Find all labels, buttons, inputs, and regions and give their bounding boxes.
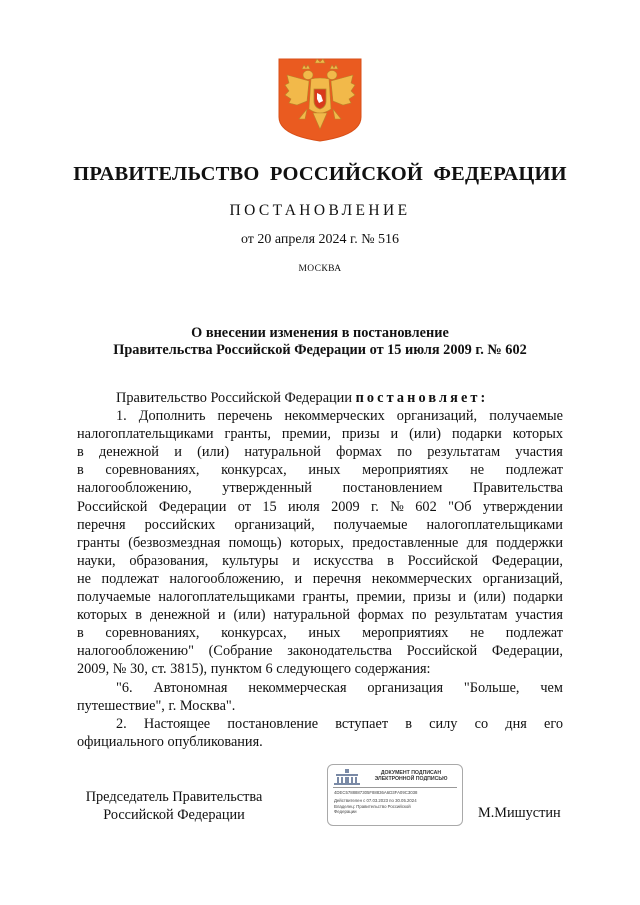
word: гранты (77, 534, 120, 551)
word: в (77, 462, 84, 479)
word: Российской (77, 498, 148, 515)
government-heading: ПРАВИТЕЛЬСТВО РОССИЙСКОЙ ФЕДЕРАЦИИ (73, 163, 567, 185)
word: дня (505, 715, 527, 732)
word: призы (341, 426, 380, 443)
word: подлежат (505, 625, 563, 642)
word: подарки (452, 426, 502, 443)
word: июля (288, 498, 320, 515)
paragraph-line (77, 733, 563, 751)
word: налогообложению, (77, 480, 192, 497)
word: премии, (281, 426, 331, 443)
decree-date-number: от 20 апреля 2024 г. № 516 (240, 232, 400, 247)
word: гранты, (302, 589, 349, 606)
word: премии, (356, 589, 406, 606)
electronic-signature-stamp (327, 764, 463, 826)
word: "6. (116, 679, 133, 696)
word: законодательства (287, 643, 392, 660)
paragraph-line (77, 588, 563, 606)
word: и (458, 589, 467, 606)
word: Российской (406, 643, 478, 660)
word: путешествие", (77, 697, 165, 714)
word: получаемые (489, 408, 563, 425)
paragraph-line (77, 624, 563, 642)
word: 30, (130, 661, 148, 678)
stamp-owner-line: Федерации (334, 809, 357, 814)
word: организаций, (482, 570, 563, 587)
word: соревнованиях, (105, 625, 200, 642)
word: которых (512, 426, 563, 443)
word: подарки (513, 589, 563, 606)
word: 2009 (331, 498, 360, 515)
word: чем (540, 679, 563, 696)
position-line: Российской Федерации (103, 807, 245, 823)
word: которых, (290, 534, 344, 551)
word: некоммерческих (284, 408, 385, 425)
word: г. (168, 697, 177, 714)
word: (Собрание (208, 643, 273, 660)
paragraph-line (77, 679, 563, 697)
word: его (543, 715, 563, 732)
document-title (0, 325, 640, 360)
word: 2009, (77, 661, 110, 678)
word: следующего (276, 661, 352, 678)
word: вступает (335, 715, 389, 732)
word: налогообложению" (77, 643, 194, 660)
word: российских (144, 516, 216, 533)
word: Дополнить (138, 408, 206, 425)
word: искусства (313, 552, 374, 569)
preamble-verb: постановляет: (355, 390, 489, 406)
word: 2. (116, 715, 127, 732)
word: участия (515, 444, 563, 461)
paragraph-line (77, 443, 563, 461)
paragraph-line (77, 479, 563, 497)
word: Автономная (153, 679, 228, 696)
stamp-owner-line: Владелец: Правительство Российской (334, 804, 411, 809)
word: Федерации, (491, 643, 563, 660)
word: 1. (116, 408, 127, 425)
stamp-title-line: ДОКУМЕНТ ПОДПИСАН (380, 770, 442, 776)
government-building-icon (334, 769, 360, 785)
paragraph-line (77, 660, 563, 678)
word: по (411, 607, 427, 624)
word: в (387, 552, 394, 569)
paragraph-line (77, 534, 563, 552)
word: перечня (312, 570, 362, 587)
paragraph-line (77, 516, 563, 534)
word: пунктом (210, 661, 262, 678)
word: 15 (262, 498, 277, 515)
word: Правительства (473, 480, 563, 497)
preamble-text: Правительство Российской Федерации (116, 390, 352, 406)
stamp-validity: Действителен с 07.03.2023 по 30.05.2024 (334, 798, 417, 803)
word: некоммерческих (371, 570, 473, 587)
word: "Об (448, 498, 472, 515)
word: силу (429, 715, 458, 732)
word: результатам (434, 607, 508, 624)
word: и (390, 426, 399, 443)
word: от (237, 498, 251, 515)
word: результатам (427, 444, 501, 461)
paragraph-line (77, 498, 563, 516)
word: для (466, 534, 488, 551)
word: налогоплательщиками (158, 589, 295, 606)
word: 602 (415, 498, 437, 515)
word: и (292, 552, 300, 569)
word: подлежат (505, 462, 563, 479)
word: натуральной (273, 607, 351, 624)
word: организаций, (396, 408, 478, 425)
word: 3815), (170, 661, 208, 678)
document-body (77, 389, 563, 751)
word: постановление (227, 715, 319, 732)
word: соревнованиях, (105, 462, 200, 479)
word: формах (358, 607, 404, 624)
word: перечня (77, 516, 126, 533)
word: перечень (217, 408, 273, 425)
word: образования, (129, 552, 209, 569)
word: иных (308, 462, 341, 479)
word: не (77, 570, 91, 587)
stamp-title (362, 770, 460, 783)
word: ст. (151, 661, 167, 678)
word: мероприятиях (362, 462, 449, 479)
word: № (112, 661, 127, 678)
word: (или) (233, 607, 266, 624)
word: и (294, 570, 303, 587)
position-line: Председатель Правительства (85, 789, 263, 805)
paragraph-line (77, 715, 563, 733)
paragraph-line (77, 552, 563, 570)
paragraph-line (77, 606, 563, 624)
signatory-name: М.Мишустин (478, 805, 561, 821)
word: утвержденный (222, 480, 312, 497)
paragraph-line (77, 570, 563, 588)
word: 6 (265, 661, 273, 678)
word: науки, (77, 552, 116, 569)
decree-city: МОСКВА (298, 264, 342, 274)
word: Федерации, (491, 552, 563, 569)
word: официального (77, 733, 164, 750)
paragraph-line (77, 461, 563, 479)
word: мероприятиях (362, 625, 449, 642)
word: получаемые (77, 589, 151, 606)
stamp-divider (333, 787, 457, 788)
word: содержания: (354, 661, 431, 678)
word: иных (308, 625, 341, 642)
paragraph-line (77, 425, 563, 443)
word: и (217, 607, 226, 624)
word: предоставленные (352, 534, 459, 551)
word: Российской (407, 552, 479, 569)
title-line: Правительства Российской Федерации от 15 июля 2009 г. № 602 (113, 342, 527, 359)
word: культуры (222, 552, 279, 569)
word: налогообложению, (169, 570, 284, 587)
stamp-certificate: 4DEC5788887305F88836A6D3FA09C3038 (334, 790, 418, 795)
word: налогоплательщиками (77, 426, 214, 443)
word: которых (77, 607, 128, 624)
stamp-title-line: ЭЛЕКТРОННОЙ ПОДПИСЬЮ (374, 776, 448, 783)
word: конкурсах, (221, 462, 287, 479)
word: опубликования. (167, 733, 263, 750)
word: по (397, 444, 413, 461)
word: некоммерческая (248, 679, 347, 696)
word: в (77, 444, 84, 461)
word: конкурсах, (221, 625, 287, 642)
word: формах (336, 444, 382, 461)
word: денежной (150, 607, 210, 624)
word: Федерации (158, 498, 227, 515)
paragraph-line (77, 407, 563, 425)
paragraph-line (77, 642, 563, 660)
word: № (390, 498, 404, 515)
word: утверждении (482, 498, 563, 515)
word: не (470, 462, 485, 479)
word: гранты, (224, 426, 271, 443)
word: со (474, 715, 489, 732)
word: денежной (99, 444, 159, 461)
word: организаций, (234, 516, 315, 533)
paragraph-line (77, 697, 563, 715)
word: в (77, 625, 84, 642)
word: (или) (473, 589, 506, 606)
word: и (174, 444, 182, 461)
decree-type: ПОСТАНОВЛЕНИЕ (229, 202, 411, 219)
word: г. (371, 498, 379, 515)
word: участия (515, 607, 563, 624)
word: (или) (409, 426, 442, 443)
word: (или) (197, 444, 230, 461)
preamble (77, 389, 563, 407)
word: призы (413, 589, 451, 606)
word: подлежат (101, 570, 159, 587)
title-line: О внесении изменения в постановление (191, 325, 449, 341)
word: поддержки (496, 534, 563, 551)
word: "Больше, (463, 679, 520, 696)
word: (безвозмездная (128, 534, 221, 551)
word: получаемые (333, 516, 408, 533)
signatory-position (79, 788, 269, 824)
word: Настоящее (143, 715, 211, 732)
word: в (135, 607, 143, 624)
russian-coat-of-arms-icon (277, 57, 363, 143)
word: помощь) (228, 534, 282, 551)
word: постановлением (342, 480, 443, 497)
word: не (470, 625, 485, 642)
word: натуральной (244, 444, 321, 461)
word: организация (367, 679, 444, 696)
word: Москва". (179, 697, 236, 714)
word: в (405, 715, 412, 732)
word: налогоплательщиками (426, 516, 563, 533)
